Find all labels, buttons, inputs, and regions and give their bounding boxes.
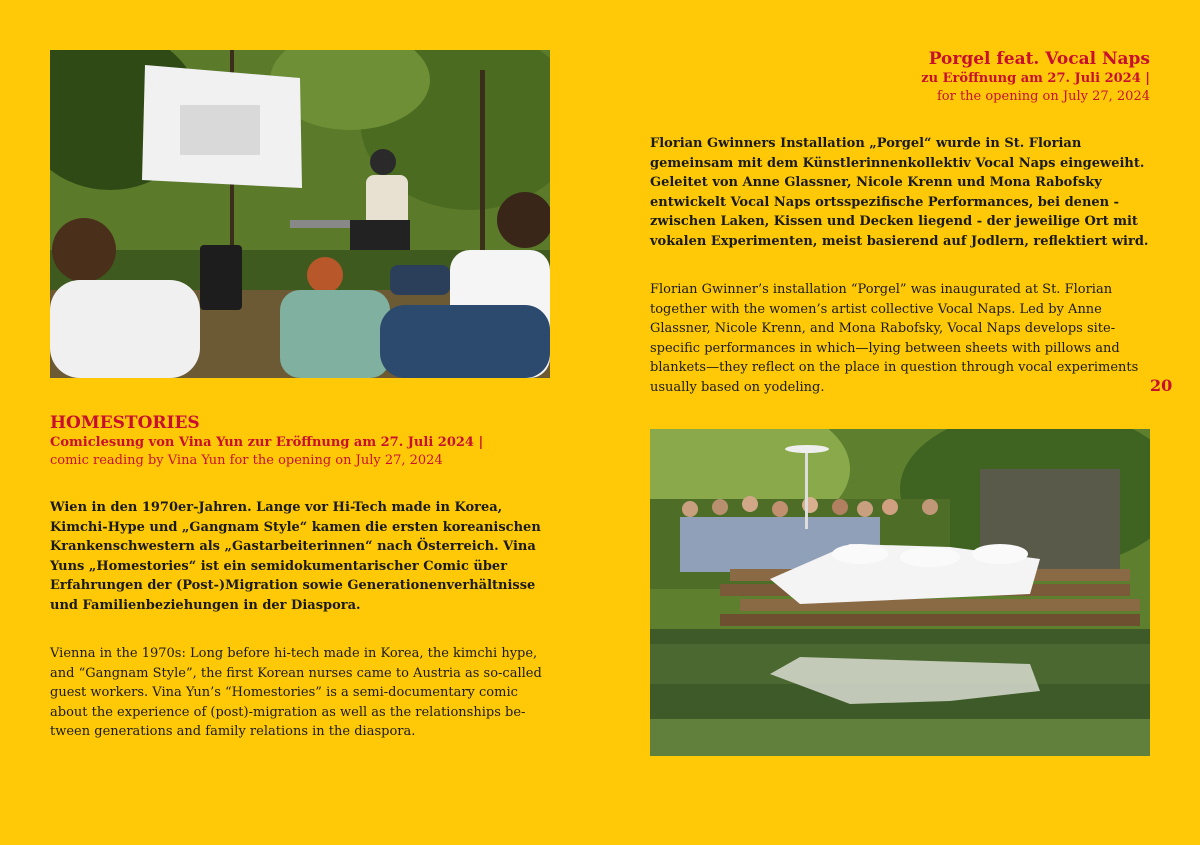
page-number: 20 <box>1150 376 1173 395</box>
vocal-naps-performance-photo <box>650 429 1150 756</box>
homestories-body-de: Wien in den 1970er-Jahren. Lange vor Hi-Tech made in Korea, Kimchi-Hype und „Gangnam Style“ kamen die ersten koreanischen Krankenschwestern als „Gastarbeiterinnen“ nach Österreich. Vina Yuns „Homestories“ ist ein semidokumentarischer Comic über Erfahrungen der (Post-)Migration sowie Generationenverhältnisse und Familienbeziehungen in der Diaspora. <box>50 500 541 613</box>
homestories-body-en: Vienna in the 1970s: Long before hi-tech made in Korea, the kimchi hype, and “Gangnam Style”, the first Korean nurses came to Austria as so-called guest workers. Vina Yun’s “Homestories” is a semi-documentary comic about the experience of (post)-migration as well as the relationships be-tween generations and family relations in the diaspora. <box>50 646 542 739</box>
porgel-body-en: Florian Gwinner’s installation “Porgel” was inaugurated at St. Florian together with the women’s artist collective Vocal Naps. Led by Anne Glassner, Nicole Krenn, and Mona Rabofsky, Vocal Naps develops site-specific performances in which—lying between sheets with pillows and blankets—they reflect on the place in question through vocal experiments usually based on yodeling. <box>650 282 1139 395</box>
porgel-title: Porgel feat. Vocal Naps <box>928 49 1150 69</box>
porgel-subtitle-en: for the opening on July 27, 2024 <box>936 89 1150 104</box>
porgel-subtitle-de: zu Eröffnung am 27. Juli 2024 | <box>921 71 1150 86</box>
homestories-title: HOMESTORIES <box>50 413 200 433</box>
porgel-heading-block <box>650 48 1150 106</box>
comic-reading-photo <box>50 50 550 378</box>
homestories-heading-block <box>50 412 550 470</box>
porgel-body-de: Florian Gwinners Installation „Porgel“ wurde in St. Florian gemeinsam mit dem Künstlerinnenkollektiv Vocal Naps eingeweiht. Geleitet von Anne Glassner, Nicole Krenn und Mona Rabofsky entwickelt Vocal Naps ortsspezifische Performances, bei denen - zwischen Laken, Kissen und Decken liegend - der jeweilige Ort mit vokalen Experimenten, meist basierend auf Jodlern, reflektiert wird. <box>650 136 1149 249</box>
homestories-subtitle-en: comic reading by Vina Yun for the opening on July 27, 2024 <box>50 453 443 468</box>
homestories-subtitle-de: Comiclesung von Vina Yun zur Eröffnung am 27. Juli 2024 | <box>50 435 484 450</box>
